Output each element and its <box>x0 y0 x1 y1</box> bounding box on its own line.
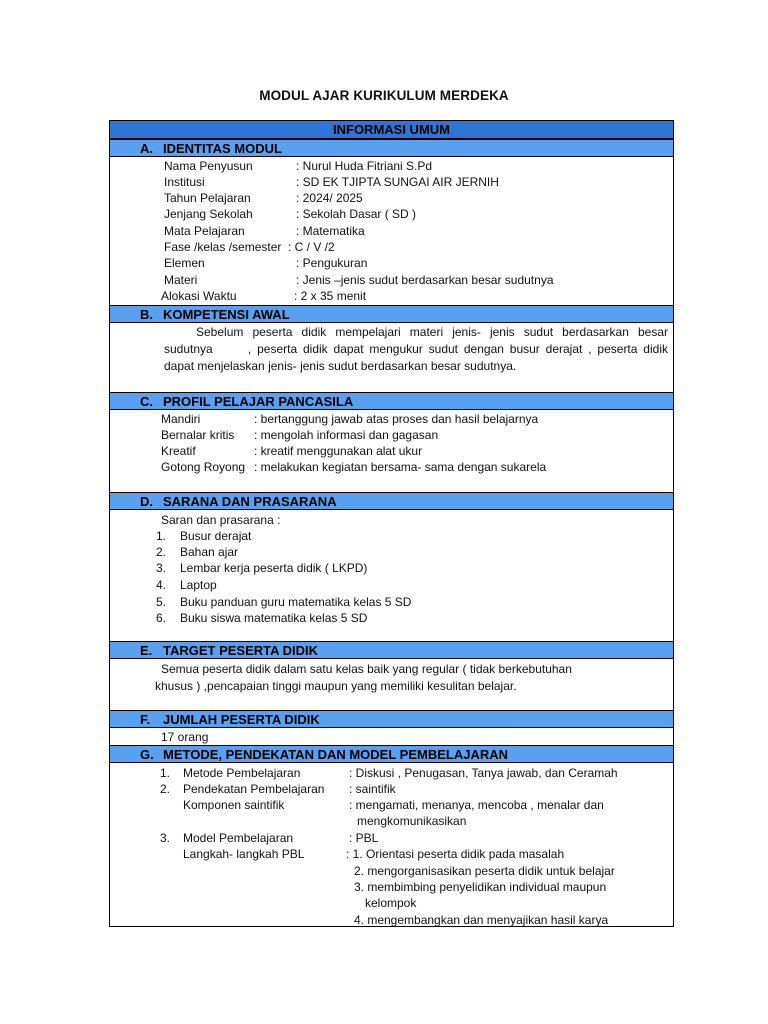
sarana-item-num: 3. <box>156 561 167 575</box>
sarana-item-text: Busur derajat <box>180 529 252 543</box>
section-c-header <box>110 392 673 410</box>
identitas-label: Jenjang Sekolah <box>164 207 253 221</box>
sarana-item-num: 2. <box>156 545 167 559</box>
profil-value: : melakukan kegiatan bersama- sama dengan sukarela <box>254 460 547 474</box>
kompetensi-awal-text <box>164 324 668 375</box>
section-c-title: PROFIL PELAJAR PANCASILA <box>163 394 354 409</box>
pbl-step: 2. mengorganisasikan peserta didik untuk belajar <box>354 864 615 878</box>
section-c-letter: C. <box>140 394 153 409</box>
section-a-title: IDENTITAS MODUL <box>163 141 282 156</box>
metode-value: : 1. Orientasi peserta didik pada masalah <box>346 847 565 861</box>
info-umum-title: INFORMASI UMUM <box>333 122 450 137</box>
section-d-header <box>110 492 673 510</box>
identitas-value: : Pengukuran <box>296 256 368 270</box>
profil-value: : mengolah informasi dan gagasan <box>254 428 439 442</box>
section-d-title: SARANA DAN PRASARANA <box>163 494 337 509</box>
identitas-label: Elemen <box>164 256 205 270</box>
pbl-step: kelompok <box>365 896 417 910</box>
section-a-letter: A. <box>140 141 153 156</box>
section-e-header <box>110 641 673 659</box>
identitas-label: Alokasi Waktu <box>161 289 237 303</box>
metode-value-cont: mengkomunikasikan <box>357 814 467 828</box>
identitas-value: : Jenis –jenis sudut berdasarkan besar sudutnya <box>296 273 554 287</box>
identitas-value: : Nurul Huda Fitriani S.Pd <box>296 159 433 173</box>
section-e-title: TARGET PESERTA DIDIK <box>163 643 319 658</box>
section-g-letter: G. <box>140 747 154 762</box>
modul-table <box>109 120 674 927</box>
metode-value: : PBL <box>349 831 379 845</box>
target-line: khusus ) ,pencapaian tinggi maupun yang memiliki kesulitan belajar. <box>155 679 517 693</box>
profil-value: : kreatif menggunakan alat ukur <box>254 444 423 458</box>
identitas-value: : C / V /2 <box>288 240 335 254</box>
section-d-letter: D. <box>140 494 153 509</box>
identitas-value: : 2 x 35 menit <box>294 289 367 303</box>
metode-value: : mengamati, menanya, mencoba , menalar dan <box>349 798 604 812</box>
identitas-label: Materi <box>164 273 198 287</box>
info-umum-header <box>110 121 673 139</box>
identitas-value: : Matematika <box>296 224 365 238</box>
sarana-item-num: 1. <box>156 529 167 543</box>
sarana-item-text: Buku panduan guru matematika kelas 5 SD <box>180 595 412 609</box>
section-f-header <box>110 710 673 728</box>
identitas-value: : SD EK TJIPTA SUNGAI AIR JERNIH <box>296 175 499 189</box>
section-g-title: METODE, PENDEKATAN DAN MODEL PEMBELAJARAN <box>163 747 509 762</box>
sarana-item-num: 4. <box>156 578 167 592</box>
identitas-value: : 2024/ 2025 <box>296 191 363 205</box>
sarana-intro: Saran dan prasarana : <box>161 513 281 527</box>
profil-label: Kreatif <box>161 444 196 458</box>
identitas-label: Nama Penyusun <box>164 159 253 173</box>
sarana-item-text: Bahan ajar <box>180 545 239 559</box>
metode-value: : saintifik <box>349 782 396 796</box>
jumlah-value: 17 orang <box>161 730 209 744</box>
pbl-step: 3. membimbing penyelidikan individual maupun <box>354 880 607 894</box>
section-g-header <box>110 745 673 763</box>
sarana-item-text: Laptop <box>180 578 217 592</box>
profil-label: Mandiri <box>161 412 201 426</box>
metode-num: 2. <box>160 782 171 796</box>
section-f-title: JUMLAH PESERTA DIDIK <box>163 712 320 727</box>
kompetensi-line: sudutnya , peserta didik dapat mengukur sudut dengan busur derajat , peserta didik <box>164 342 668 356</box>
profil-label: Gotong Royong <box>161 460 246 474</box>
metode-label: Model Pembelajaran <box>183 831 294 845</box>
identitas-label: Fase /kelas /semester <box>164 240 282 254</box>
metode-label: Langkah- langkah PBL <box>183 847 305 861</box>
identitas-label: Institusi <box>164 175 205 189</box>
identitas-label: Tahun Pelajaran <box>164 191 251 205</box>
document-title: MODUL AJAR KURIKULUM MERDEKA <box>259 88 509 103</box>
metode-num: 3. <box>160 831 171 845</box>
section-b-title: KOMPETENSI AWAL <box>163 307 290 322</box>
metode-value: : Diskusi , Penugasan, Tanya jawab, dan Ceramah <box>349 766 618 780</box>
metode-num: 1. <box>160 766 171 780</box>
metode-label: Komponen saintifik <box>183 798 285 812</box>
sarana-item-text: Buku siswa matematika kelas 5 SD <box>180 611 368 625</box>
sarana-item-num: 6. <box>156 611 167 625</box>
target-line: Semua peserta didik dalam satu kelas baik yang regular ( tidak berkebutuhan <box>161 662 572 676</box>
section-b-header <box>110 305 673 323</box>
identitas-label: Mata Pelajaran <box>164 224 245 238</box>
section-a-header <box>110 139 673 157</box>
kompetensi-line: dapat menjelaskan jenis- jenis sudut berdasarkan besar sudutnya. <box>164 359 517 373</box>
pbl-step: 4. mengembangkan dan menyajikan hasil karya <box>354 913 609 927</box>
profil-label: Bernalar kritis <box>161 428 235 442</box>
kompetensi-line: Sebelum peserta didik mempelajari materi jenis- jenis sudut berdasarkan besar <box>196 325 668 339</box>
profil-value: : bertanggung jawab atas proses dan hasil belajarnya <box>254 412 539 426</box>
section-b-letter: B. <box>140 307 153 322</box>
identitas-value: : Sekolah Dasar ( SD ) <box>296 207 417 221</box>
section-e-letter: E. <box>140 643 153 658</box>
metode-label: Pendekatan Pembelajaran <box>183 782 325 796</box>
metode-label: Metode Pembelajaran <box>183 766 301 780</box>
sarana-item-text: Lembar kerja peserta didik ( LKPD) <box>180 561 368 575</box>
sarana-item-num: 5. <box>156 595 167 609</box>
section-f-letter: F. <box>140 712 151 727</box>
